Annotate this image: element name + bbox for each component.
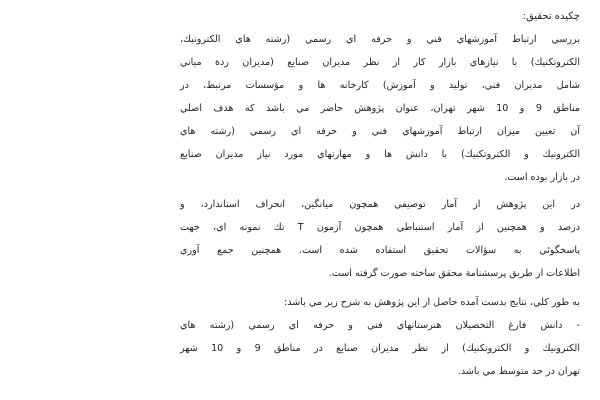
- text-line: بررسي ارتباط آموزشهاي فني و حرفه اي رسمي (رشته هاي الكترونيك،: [180, 34, 580, 45]
- text-line: الكترونيك و الكتروتكنيك) از نظر مديران صنايع در مناطق 9 و 10 شهر: [180, 343, 581, 354]
- text-line: - دانش فارغ التحصيلان هنرستانهاي فني و حرفه اي رسمي (رشته هاي: [180, 320, 580, 331]
- text-line: شامل مديران فني، توليد و آموزش) كارخانه ها و مؤسسات مرتبط، در: [180, 80, 580, 91]
- text-line: الكتروتكنيك) با نيازهاي بازار كار از نظر مديران صنايع (مديران ردة مياني: [180, 57, 580, 68]
- text-line: مناطق 9 و 10 شهر تهران، عنوان پژوهش حاضر مي باشد كه هدف اصلي: [180, 103, 580, 114]
- abstract-paragraph-methods: [180, 193, 580, 285]
- text-line: در اين پژوهش از آمار توصيفي همچون ميانگين، انحراف استاندارد، و: [180, 199, 580, 210]
- text-line: به طور كلي، نتايج بدست آمده حاصل از اين پژوهش به شرح زير مي باشد:: [283, 297, 580, 308]
- abstract-document: [180, 8, 580, 383]
- text-line: اطلاعات از طريق پرسشنامة محقق ساخته صورت گرفته است.: [328, 268, 580, 279]
- text-line: در بازار بوده است.: [504, 172, 580, 183]
- text-line: تهران در حد متوسط مي باشد.: [457, 366, 580, 377]
- text-line: پاسخگوئي به سؤالات تحقيق استفاده شده است. همچنين جمع آوري: [180, 245, 580, 256]
- text-line: آن تعيين ميزان ارتباط آموزشهاي فني و حرفه اي رسمي (رشته هاي: [180, 126, 580, 137]
- text-line: درصد و همچنين از آمار استنباطي همچون آزمون T تك نمونه اي، جهت: [180, 222, 580, 233]
- abstract-paragraph-intro: [180, 28, 580, 189]
- abstract-heading: چكيده تحقيق:: [522, 11, 580, 22]
- text-line: الكترونيك و الكتروتكنيك) با دانش ها و مهارتهاي مورد نياز مديران صنايع: [180, 149, 580, 160]
- abstract-paragraph-results: [180, 291, 580, 383]
